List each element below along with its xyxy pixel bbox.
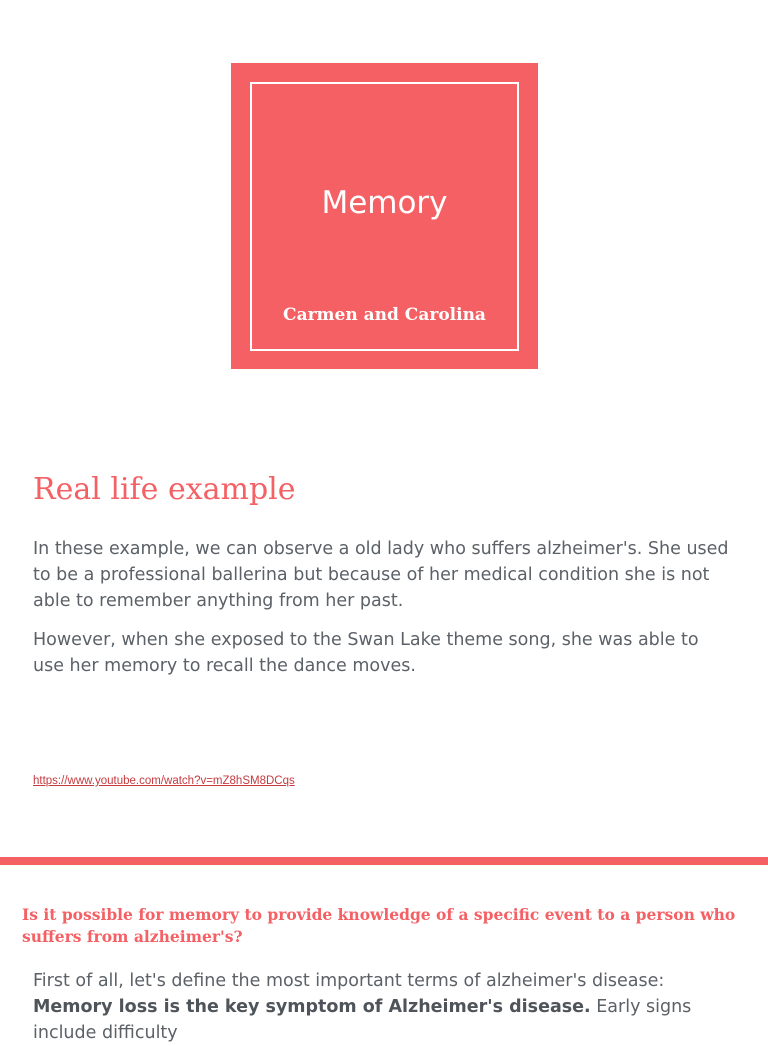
real-life-heading: Real life example xyxy=(33,472,296,507)
definition-paragraph xyxy=(33,968,733,1046)
definition-bold: Memory loss is the key symptom of Alzheimer's disease. xyxy=(33,997,591,1017)
real-life-paragraph-2: However, when she exposed to the Swan Lake theme song, she was able to use her memory to recall the dance moves. xyxy=(33,630,699,676)
definition-intro: First of all, let's define the most important terms of alzheimer's disease: xyxy=(33,971,665,991)
section-divider xyxy=(0,857,768,865)
definition-continuation: Early signs include difficulty xyxy=(33,997,692,1043)
title-card xyxy=(231,63,538,369)
youtube-link[interactable]: https://www.youtube.com/watch?v=mZ8hSM8DCqs xyxy=(33,775,295,787)
real-life-paragraph-1: In these example, we can observe a old lady who suffers alzheimer's. She used to be a professional ballerina but because of her medical condition she is not able to remember anything from her past. xyxy=(33,539,729,611)
question-heading: Is it possible for memory to provide knowledge of a specific event to a person who suffers from alzheimer's? xyxy=(22,905,736,946)
document-title: Memory xyxy=(321,185,448,221)
authors-subtitle: Carmen and Carolina xyxy=(283,305,486,325)
